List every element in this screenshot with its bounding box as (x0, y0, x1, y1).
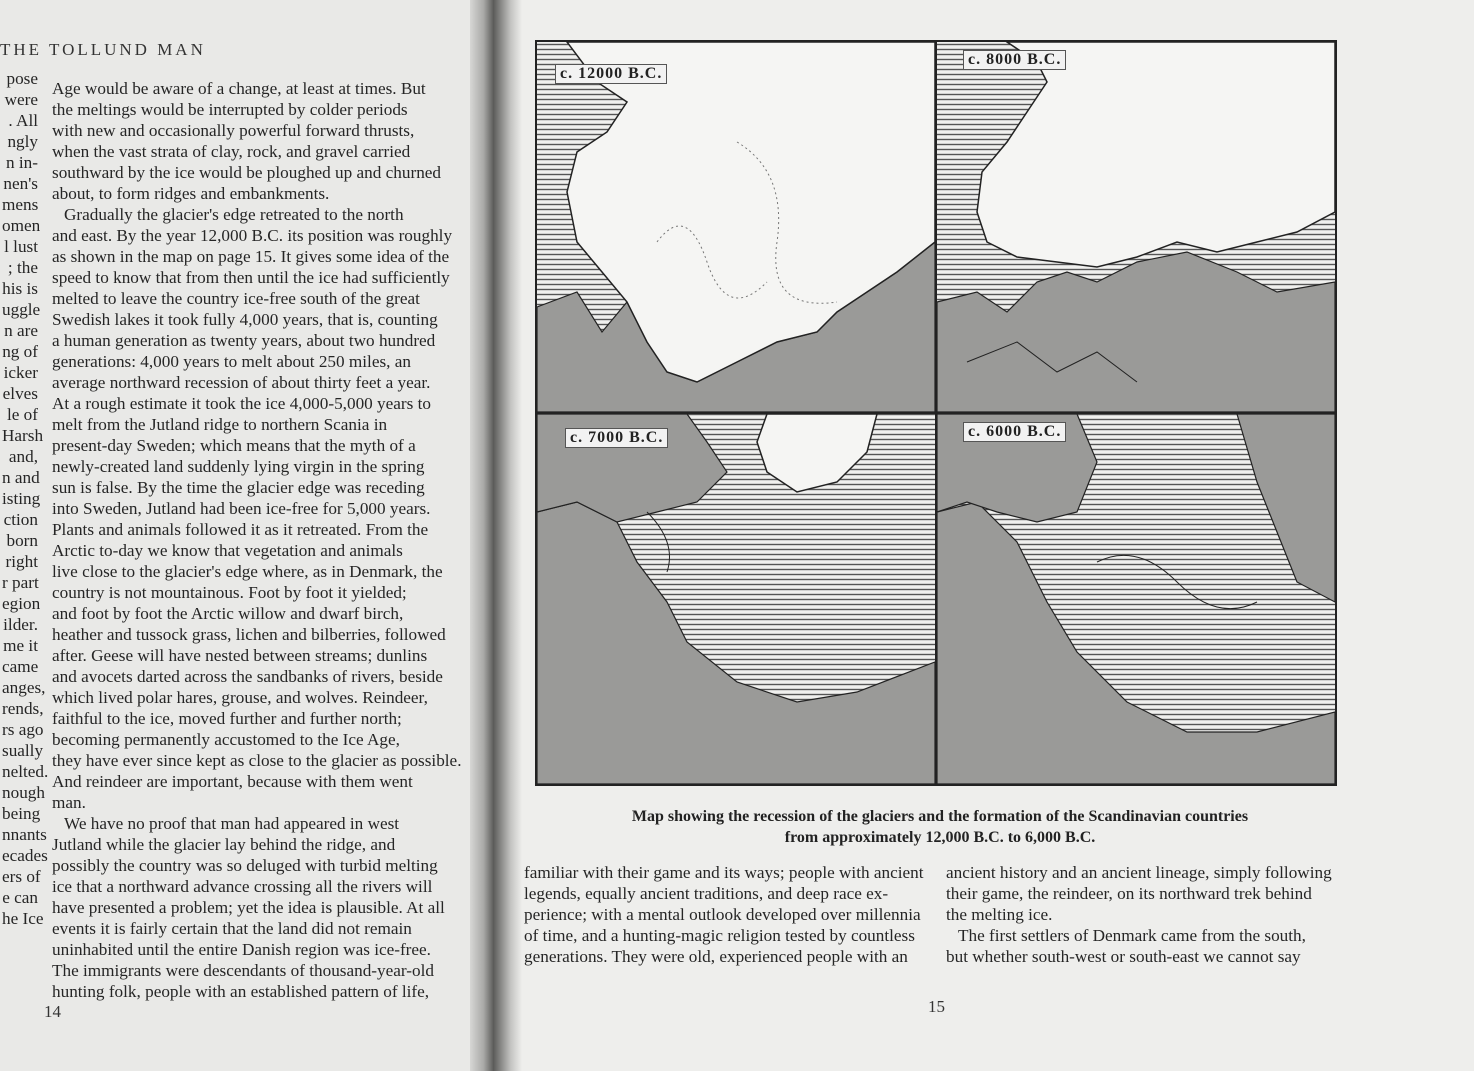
text-line: Swedish lakes it took fully 4,000 years, that is, counting (52, 310, 438, 329)
text-line: have presented a problem; yet the idea is plausible. At all (52, 898, 445, 917)
text-line: newly-created land suddenly lying virgin in the spring (52, 457, 425, 476)
map-label-12000: c. 12000 B.C. (555, 64, 667, 84)
text-line: their game, the reindeer, on its northward trek behind (946, 884, 1312, 903)
text-line: familiar with their game and its ways; people with ancient (524, 863, 924, 882)
text-line: live close to the glacier's edge where, as in Denmark, the (52, 562, 443, 581)
map-label-7000: c. 7000 B.C. (565, 428, 668, 448)
text-line: generations: 4,000 years to melt about 250 miles, an (52, 352, 411, 371)
page-number-right: 15 (928, 997, 945, 1016)
text-line: which lived polar hares, grouse, and wolves. Reindeer, (52, 688, 428, 707)
text-line: and foot by foot the Arctic willow and dwarf birch, (52, 604, 404, 623)
text-line: a human generation as twenty years, about two hundred (52, 331, 436, 350)
right-text-column-1 (524, 862, 928, 967)
text-line: melt from the Jutland ridge to northern Scania in (52, 415, 388, 434)
left-page (0, 0, 484, 1071)
right-text-column-2 (946, 862, 1350, 967)
text-line: ngly (7, 132, 38, 151)
text-line: le of (6, 405, 38, 424)
text-line: of time, and a hunting-magic religion tested by countless (524, 926, 915, 945)
text-line: man. (52, 793, 86, 812)
text-line: the melting ice. (946, 905, 1053, 924)
glacier-recession-map (535, 40, 1337, 786)
left-text-column (52, 78, 460, 1002)
text-line: l lust (4, 237, 38, 256)
text-line: his is (2, 279, 38, 298)
text-line: icker (3, 363, 38, 382)
text-line: they have ever since kept as close to the glacier as possible. (52, 751, 462, 770)
text-line: rends, (2, 699, 44, 718)
text-line: Age would be aware of a change, at least at times. But (52, 79, 426, 98)
text-line: the meltings would be interrupted by colder periods (52, 100, 408, 119)
book-gutter-shadow-right (494, 0, 522, 1071)
text-line: born (6, 531, 38, 550)
text-line: ng of (2, 342, 38, 361)
text-line: n in- (6, 153, 38, 172)
text-line: omen (2, 216, 41, 235)
text-line: r part (2, 573, 39, 592)
map-label-6000: c. 6000 B.C. (963, 422, 1066, 442)
text-line: . All (8, 111, 38, 130)
text-line: being (2, 804, 41, 823)
text-line: right (5, 552, 38, 571)
text-line: We have no proof that man had appeared in west (64, 814, 400, 833)
text-line: ancient history and an ancient lineage, simply following (946, 863, 1332, 882)
text-line: speed to know that from then until the ice had sufficiently (52, 268, 450, 287)
text-line: he Ice (2, 909, 44, 928)
text-line: events it is fairly certain that the land did not remain (52, 919, 412, 938)
text-line: ers of (2, 867, 41, 886)
text-line: ice that a northward advance crossing all the rivers will (52, 877, 433, 896)
map-caption (560, 806, 1320, 848)
text-line: Arctic to-day we know that vegetation and animals (52, 541, 403, 560)
text-line: possibly the country was so deluged with turbid melting (52, 856, 438, 875)
text-line: nelted. (2, 762, 49, 781)
text-line: mens (2, 195, 39, 214)
text-line: nen's (3, 174, 38, 193)
text-line: sually (2, 741, 44, 760)
caption-line-2: from approximately 12,000 B.C. to 6,000 B.C. (784, 829, 1096, 846)
text-line: nough (2, 783, 45, 802)
text-line: and, (8, 447, 38, 466)
map-svg (537, 42, 1335, 784)
text-line: nnants (2, 825, 47, 844)
text-line: ecades (2, 846, 48, 865)
text-line: into Sweden, Jutland had been ice-free for 5,000 years. (52, 499, 431, 518)
text-line: as shown in the map on page 15. It gives some idea of the (52, 247, 450, 266)
running-head: THE TOLLUND MAN (0, 40, 206, 59)
text-line: At a rough estimate it took the ice 4,000-5,000 years to (52, 394, 431, 413)
text-line: elves (2, 384, 38, 403)
text-line: Harsh (2, 426, 44, 445)
text-line: The immigrants were descendants of thousand-year-old (52, 961, 434, 980)
text-line: faithful to the ice, moved further and further north; (52, 709, 402, 728)
text-line: egion (2, 594, 41, 613)
text-line: present-day Sweden; which means that the myth of a (52, 436, 416, 455)
text-line: anges, (2, 678, 46, 697)
text-line: uggle (2, 300, 41, 319)
text-line: perience; with a mental outlook developed over millennia (524, 905, 921, 924)
text-line: average northward recession of about thirty feet a year. (52, 373, 431, 392)
text-line: ilder. (3, 615, 38, 634)
text-line: rs ago (2, 720, 44, 739)
map-panel-6000bc (937, 414, 1335, 784)
map-panel-12000bc (537, 42, 935, 412)
text-line: ction (3, 510, 38, 529)
text-line: with new and occasionally powerful forward thrusts, (52, 121, 415, 140)
text-line: becoming permanently accustomed to the Ice Age, (52, 730, 400, 749)
text-line: southward by the ice would be ploughed up and churned (52, 163, 442, 182)
map-panel-8000bc (937, 42, 1335, 412)
text-line: legends, equally ancient traditions, and deep race ex- (524, 884, 889, 903)
text-line: uninhabited until the entire Danish region was ice-free. (52, 940, 431, 959)
text-line: came (2, 657, 39, 676)
text-line: n are (4, 321, 38, 340)
text-line: sun is false. By the time the glacier edge was receding (52, 478, 425, 497)
map-label-8000: c. 8000 B.C. (963, 50, 1066, 70)
text-line: were (4, 90, 38, 109)
caption-line-1: Map showing the recession of the glaciers and the formation of the Scandinavian countries (631, 808, 1249, 825)
text-line: generations. They were old, experienced people with an (524, 947, 908, 966)
text-line: about, to form ridges and embankments. (52, 184, 330, 203)
text-line: pose (6, 69, 38, 88)
text-line: Plants and animals followed it as it retreated. From the (52, 520, 429, 539)
text-line: Gradually the glacier's edge retreated to the north (64, 205, 404, 224)
text-line: but whether south-west or south-east we cannot say (946, 947, 1301, 966)
page-number-left: 14 (44, 1002, 61, 1021)
text-line: isting (2, 489, 41, 508)
text-line: n and (2, 468, 40, 487)
text-line: e can (2, 888, 38, 907)
text-line: Jutland while the glacier lay behind the ridge, and (52, 835, 396, 854)
map-panel-7000bc (537, 414, 935, 784)
text-line: And reindeer are important, because with them went (52, 772, 413, 791)
text-line: heather and tussock grass, lichen and bilberries, followed (52, 625, 446, 644)
text-line: hunting folk, people with an established pattern of life, (52, 982, 430, 1001)
text-line: ; the (7, 258, 38, 277)
cut-off-text-column (2, 68, 49, 929)
text-line: after. Geese will have nested between streams; dunlins (52, 646, 428, 665)
text-line: country is not mountainous. Foot by foot it yielded; (52, 583, 407, 602)
text-line: and east. By the year 12,000 B.C. its position was roughly (52, 226, 453, 245)
text-line: The first settlers of Denmark came from the south, (958, 926, 1306, 945)
text-line: when the vast strata of clay, rock, and gravel carried (52, 142, 411, 161)
text-line: and avocets darted across the sandbanks of rivers, beside (52, 667, 443, 686)
text-line: melted to leave the country ice-free south of the great (52, 289, 420, 308)
text-line: me it (3, 636, 38, 655)
